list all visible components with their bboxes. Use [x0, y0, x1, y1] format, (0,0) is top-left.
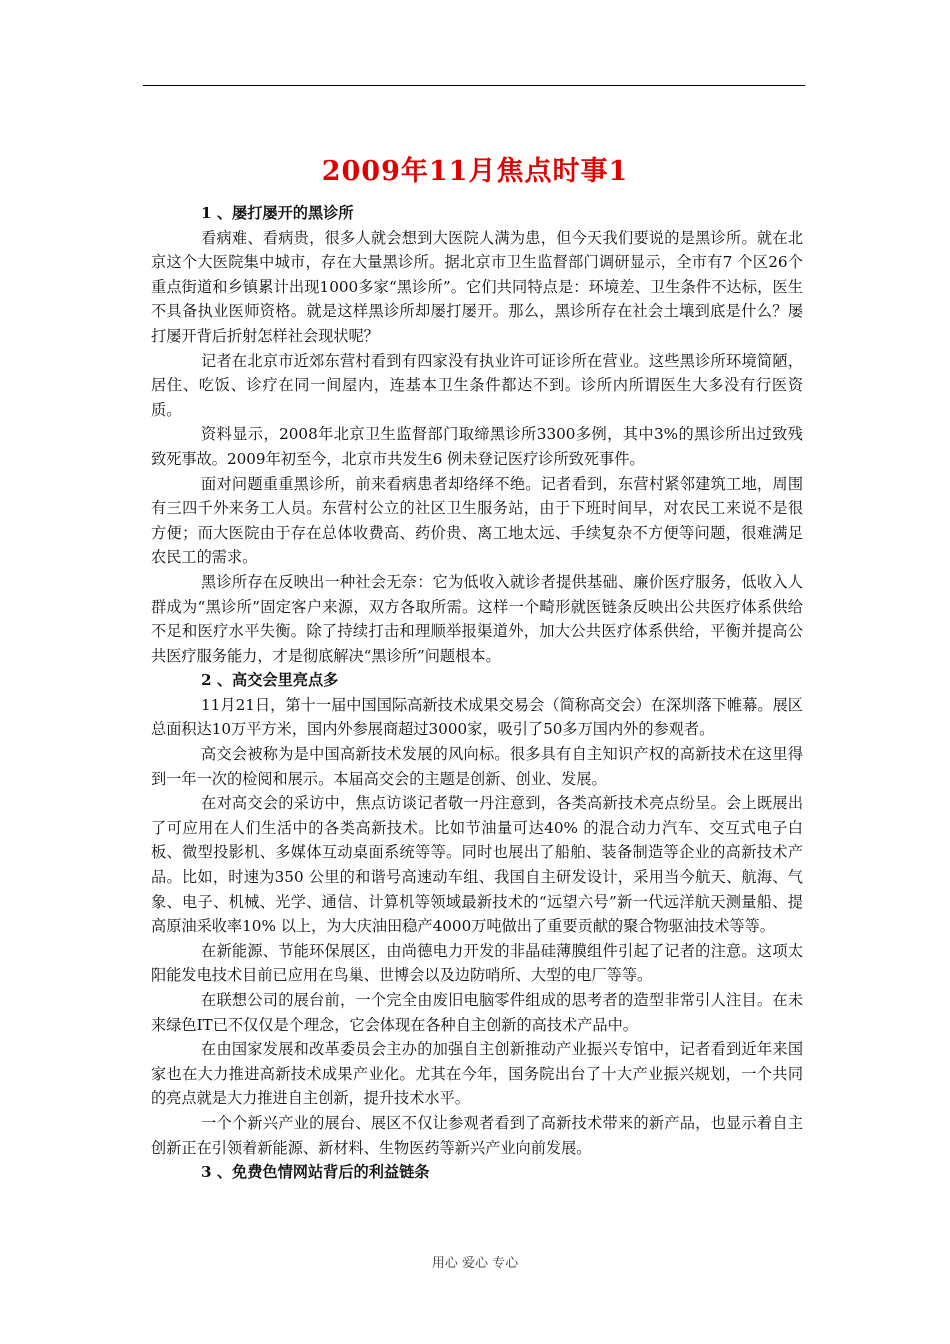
paragraph: 黑诊所存在反映出一种社会无奈：它为低收入就诊者提供基础、廉价医疗服务，低收入人群成为“黑诊所”固定客户来源，双方各取所需。这样一个畸形就医链条反映出公共医疗体系供给不足和医疗水平失衡。除了持续打击和理顺举报渠道外，加大公共医疗体系供给，平衡并提高公共医疗服务能力，才是彻底解决“黑诊所”问题根本。	[151, 572, 803, 665]
paragraph: 在由国家发展和改革委员会主办的加强自主创新推动产业振兴专馆中，记者看到近年来国家也在大力推进高新技术成果产业化。尤其在今年，国务院出台了十大产业振兴规划，一个共同的亮点就是大力推进自主创新，提升技术水平。	[151, 1040, 803, 1108]
paragraph: 资料显示，2008年北京卫生监督部门取缔黑诊所3300多例，其中3%的黑诊所出过致残致死事故。2009年初至今，北京市共发生6 例未登记医疗诊所致死事件。	[151, 425, 803, 468]
paragraph: 面对问题重重黑诊所，前来看病患者却络绎不绝。记者看到，东营村紧邻建筑工地，周围有三四千外来务工人员。东营村公立的社区卫生服务站，由于下班时间早，对农民工来说不是很方便；而大医院由于存在总体收费高、药价贵、离工地太远、手续复杂不方便等问题，很难满足农民工的需求。	[151, 474, 803, 567]
article-body	[151, 201, 803, 1185]
paragraph: 记者在北京市近郊东营村看到有四家没有执业许可证诊所在营业。这些黑诊所环境简陋，居住、吃饭、诊疗在同一间屋内，连基本卫生条件都达不到。诊所内所谓医生大多没有行医资质。	[151, 351, 803, 419]
header-rule	[143, 85, 805, 86]
paragraph: 看病难、看病贵，很多人就会想到大医院人满为患，但今天我们要说的是黑诊所。就在北京这个大医院集中城市，存在大量黑诊所。据北京市卫生监督部门调研显示，全市有7 个区26个重点街道和乡镇累计出现1000多家“黑诊所”。它们共同特点是：环境差、卫生条件不达标，医生不具备执业医师资格。就是这样黑诊所却屡打屡开。那么，黑诊所存在社会土壤到底是什么？屡打屡开背后折射怎样社会现状呢？	[151, 228, 803, 345]
paragraph: 11月21日，第十一届中国国际高新技术成果交易会（简称高交会）在深圳落下帷幕。展区总面积达10万平方米，国内外参展商超过3000家，吸引了50多万国内外的参观者。	[151, 695, 803, 739]
page-title: 2009年11月焦点时事1	[321, 156, 629, 188]
paragraph: 一个个新兴产业的展台、展区不仅让参观者看到了高新技术带来的新产品，也显示着自主创新正在引领着新能源、新材料、生物医药等新兴产业向前发展。	[151, 1113, 803, 1157]
paragraph: 在对高交会的采访中，焦点访谈记者敬一丹注意到，各类高新技术亮点纷呈。会上既展出了可应用在人们生活中的各类高新技术。比如节油量可达40% 的混合动力汽车、交互式电子白板、微型投影机、多媒体互动桌面系统等等。同时也展出了船舶、装备制造等企业的高新技术产品。比如，时速为350 公里的和谐号高速动车组、我国自主研发设计，采用当今航天、航海、气象、电子、机械、光学、通信、计算机等领域最新技术的“远望六号”新一代远洋航天测量船、提高原油采收率10% 以上，为大庆油田稳产4000万吨做出了重要贡献的聚合物驱油技术等等。	[151, 794, 803, 936]
page-footer: 用心 爱心 专心	[431, 1256, 519, 1271]
section-heading: 2 、高交会里亮点多	[201, 671, 339, 690]
paragraph: 高交会被称为是中国高新技术发展的风向标。很多具有自主知识产权的高新技术在这里得到一年一次的检阅和展示。本届高交会的主题是创新、创业、发展。	[151, 745, 803, 788]
section-heading: 1 、屡打屡开的黑诊所	[201, 204, 354, 222]
paragraph: 在新能源、节能环保展区，由尚德电力开发的非晶硅薄膜组件引起了记者的注意。这项太阳能发电技术目前已应用在鸟巢、世博会以及边防哨所、大型的电厂等等。	[151, 941, 803, 985]
section-heading: 3 、免费色情网站背后的利益链条	[201, 1163, 430, 1182]
paragraph: 在联想公司的展台前，一个完全由废旧电脑零件组成的思考者的造型非常引人注目。在未来绿色IT已不仅仅是个理念，它会体现在各种自主创新的高技术产品中。	[151, 991, 803, 1034]
